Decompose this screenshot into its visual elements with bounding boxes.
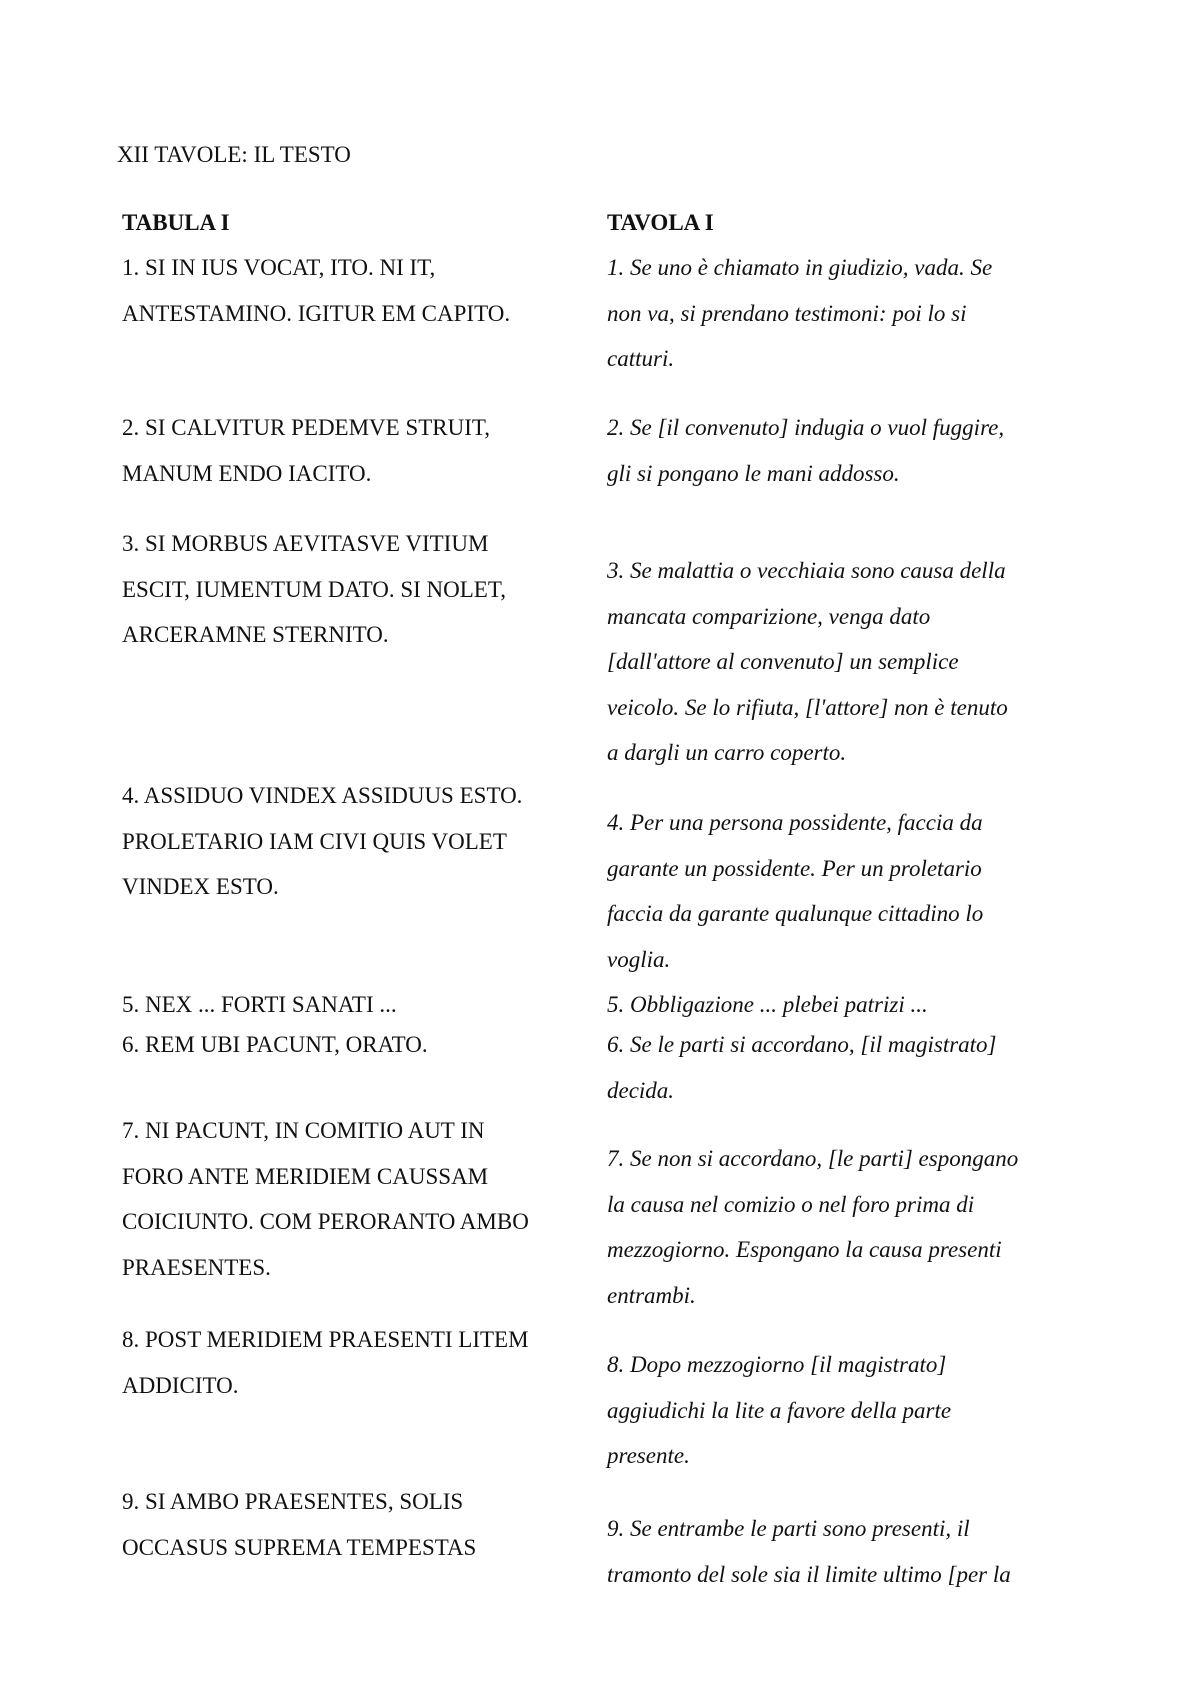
latin-law-4 (122, 773, 592, 910)
italian-law-3-line: a dargli un carro coperto. (607, 740, 847, 765)
italian-law-4-line: garante un possidente. Per un proletario (607, 855, 982, 881)
latin-law-4-line: PROLETARIO IAM CIVI QUIS VOLET (122, 828, 507, 854)
italian-law-7 (607, 1136, 1107, 1318)
italian-law-2-line: 2. Se [il convenuto] indugia o vuol fuggire, (607, 415, 1005, 440)
italian-law-4-line: voglia. (607, 946, 671, 972)
latin-law-8-line: 8. POST MERIDIEM PRAESENTI LITEM (122, 1327, 529, 1352)
italian-column-heading: TAVOLA I (607, 210, 714, 235)
latin-column-heading: TABULA I (122, 210, 230, 235)
latin-law-1-line: ANTESTAMINO. IGITUR EM CAPITO. (122, 300, 511, 326)
italian-law-8-line: presente. (607, 1443, 690, 1468)
italian-law-1 (607, 245, 1107, 382)
italian-law-7-line: 7. Se non si accordano, [le parti] espongano (607, 1146, 1019, 1171)
latin-law-3-line: 3. SI MORBUS AEVITASVE VITIUM (122, 531, 489, 556)
latin-law-7-line: PRAESENTES. (122, 1254, 271, 1280)
italian-law-5-line: 5. Obbligazione ... plebei patrizi ... (607, 992, 928, 1017)
latin-law-1 (122, 245, 592, 336)
latin-law-9-line: OCCASUS SUPREMA TEMPESTAS (122, 1534, 477, 1560)
italian-law-5 (607, 982, 1107, 1028)
italian-law-4 (607, 800, 1107, 982)
italian-law-3 (607, 548, 1107, 776)
latin-law-7-line: COICIUNTO. COM PERORANTO AMBO (122, 1209, 529, 1234)
latin-law-9-line: 9. SI AMBO PRAESENTES, SOLIS (122, 1489, 464, 1514)
latin-law-7 (122, 1108, 592, 1290)
latin-law-6 (122, 1022, 592, 1068)
latin-law-3-line: ARCERAMNE STERNITO. (122, 622, 389, 647)
italian-law-8-line: aggiudichi la lite a favore della parte (607, 1397, 952, 1423)
latin-law-2 (122, 405, 592, 496)
italian-law-1-line: 1. Se uno è chiamato in giudizio, vada. Se (607, 255, 993, 280)
latin-law-3-line: ESCIT, IUMENTUM DATO. SI NOLET, (122, 576, 506, 602)
italian-law-8 (607, 1342, 1107, 1479)
latin-law-5 (122, 982, 592, 1028)
latin-law-8 (122, 1317, 592, 1408)
italian-law-6 (607, 1022, 1107, 1113)
italian-law-7-line: la causa nel comizio o nel foro prima di (607, 1191, 975, 1217)
latin-law-7-line: 7. NI PACUNT, IN COMITIO AUT IN (122, 1118, 485, 1143)
italian-law-9 (607, 1506, 1107, 1597)
latin-law-2-line: MANUM ENDO IACITO. (122, 460, 372, 486)
latin-law-7-line: FORO ANTE MERIDIEM CAUSSAM (122, 1163, 489, 1189)
italian-law-2 (607, 405, 1107, 496)
italian-law-3-line: mancata comparizione, venga dato (607, 603, 931, 629)
latin-law-1-line: 1. SI IN IUS VOCAT, ITO. NI IT, (122, 255, 436, 280)
italian-law-1-line: non va, si prendano testimoni: poi lo si (607, 300, 967, 326)
latin-law-6-line: 6. REM UBI PACUNT, ORATO. (122, 1032, 428, 1057)
page-title: XII TAVOLE: IL TESTO (117, 142, 351, 167)
latin-law-4-line: VINDEX ESTO. (122, 874, 279, 899)
latin-law-9 (122, 1479, 592, 1570)
latin-law-2-line: 2. SI CALVITUR PEDEMVE STRUIT, (122, 415, 491, 440)
italian-law-3-line: veicolo. Se lo rifiuta, [l'attore] non è tenuto (607, 694, 1008, 720)
italian-law-7-line: mezzogiorno. Espongano la causa presenti (607, 1237, 1002, 1262)
latin-law-8-line: ADDICITO. (122, 1372, 239, 1398)
italian-law-1-line: catturi. (607, 346, 675, 371)
italian-law-3-line: 3. Se malattia o vecchiaia sono causa della (607, 558, 1006, 583)
italian-law-4-line: faccia da garante qualunque cittadino lo (607, 901, 984, 926)
latin-law-3 (122, 521, 592, 658)
latin-law-4-line: 4. ASSIDUO VINDEX ASSIDUUS ESTO. (122, 783, 523, 808)
italian-law-7-line: entrambi. (607, 1282, 696, 1308)
italian-law-3-line: [dall'attore al convenuto] un semplice (607, 649, 959, 674)
italian-law-9-line: 9. Se entrambe le parti sono presenti, il (607, 1516, 970, 1541)
italian-law-9-line: tramonto del sole sia il limite ultimo [per la (607, 1561, 1011, 1587)
latin-law-5-line: 5. NEX ... FORTI SANATI ... (122, 992, 397, 1017)
italian-law-6-line: 6. Se le parti si accordano, [il magistrato] (607, 1032, 997, 1057)
italian-law-8-line: 8. Dopo mezzogiorno [il magistrato] (607, 1352, 947, 1377)
italian-law-4-line: 4. Per una persona possidente, faccia da (607, 810, 983, 835)
italian-law-2-line: gli si pongano le mani addosso. (607, 460, 900, 486)
italian-law-6-line: decida. (607, 1077, 675, 1103)
